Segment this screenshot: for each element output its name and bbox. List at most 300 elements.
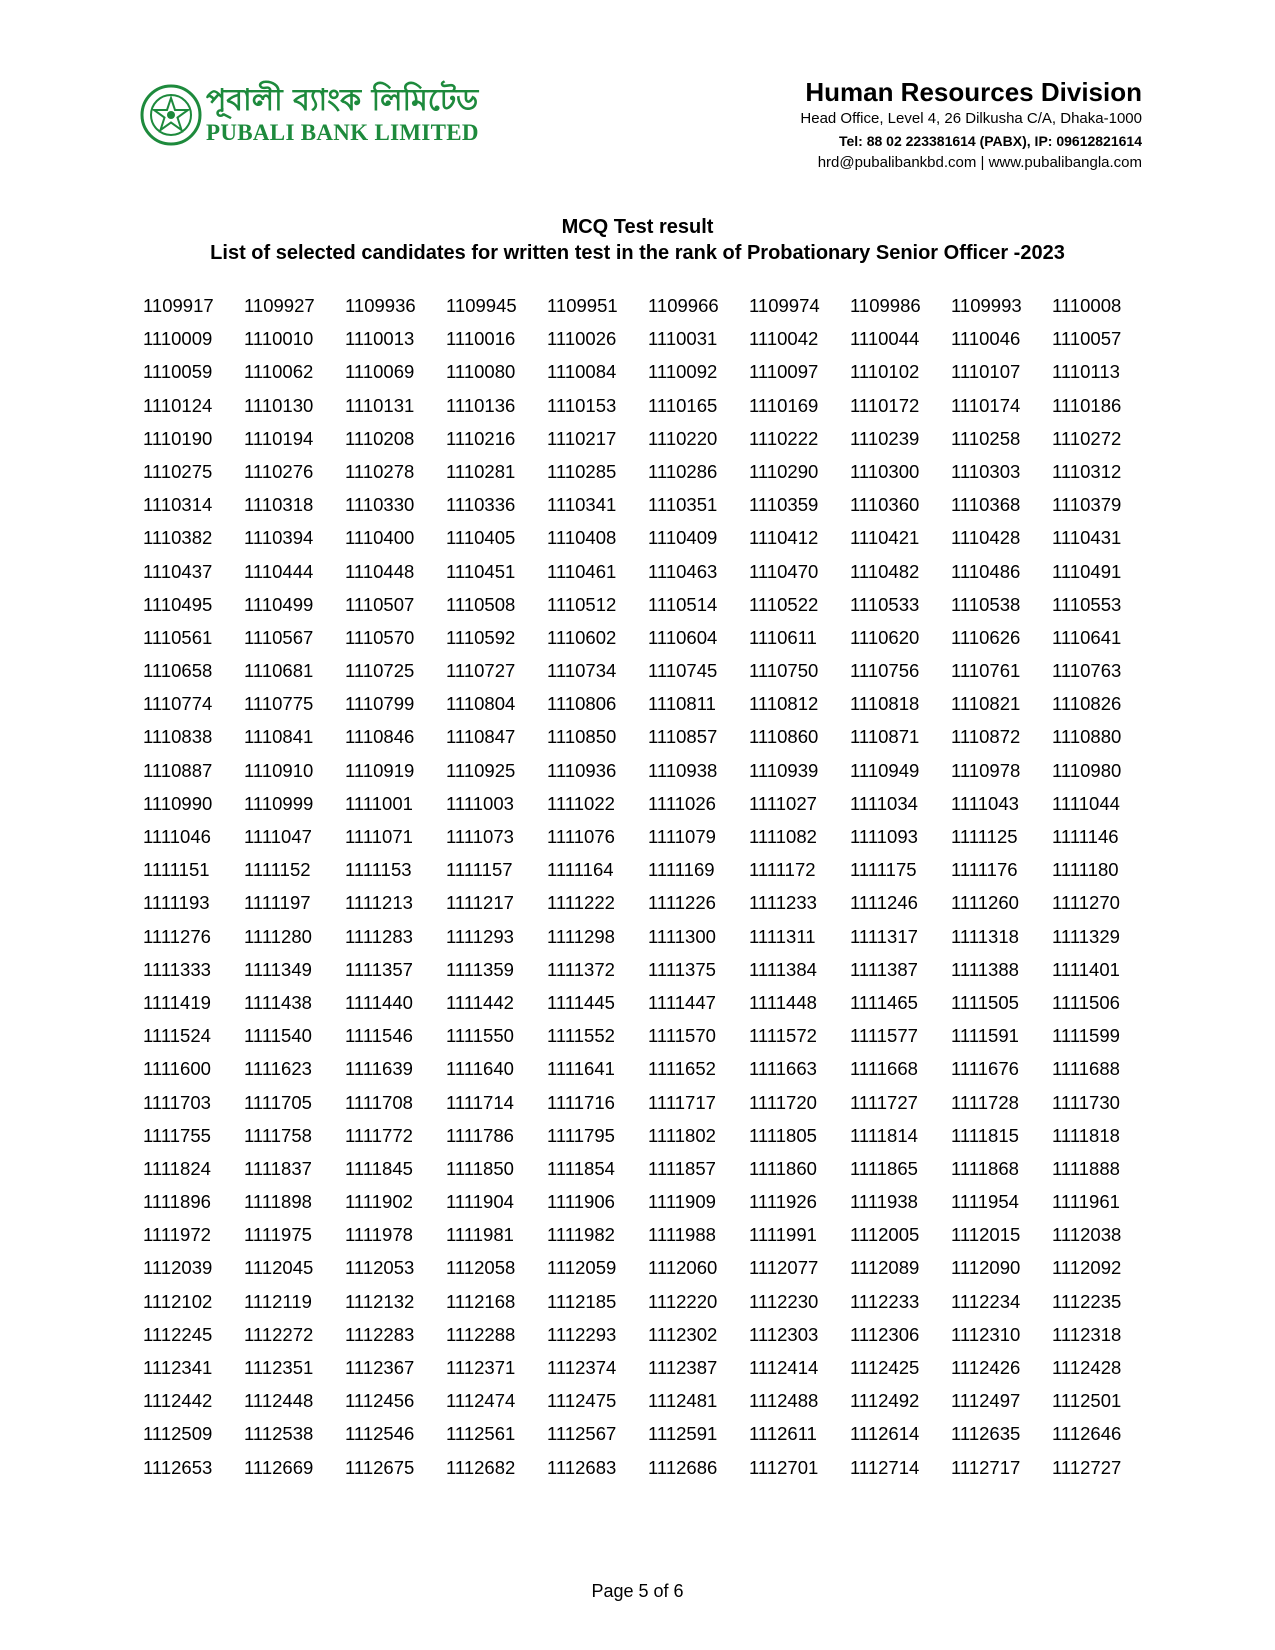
roll-number-cell: 1111577 bbox=[850, 1025, 918, 1047]
roll-number-cell: 1110057 bbox=[1052, 328, 1122, 350]
roll-number-cell: 1110300 bbox=[850, 460, 920, 482]
roll-number-cell: 1111164 bbox=[547, 859, 614, 881]
roll-number-cell: 1112591 bbox=[648, 1423, 718, 1445]
roll-number-cell: 1111857 bbox=[648, 1157, 716, 1179]
roll-number-cell: 1111152 bbox=[244, 859, 311, 881]
roll-number-cell: 1111991 bbox=[749, 1224, 817, 1246]
roll-number-cell: 1110999 bbox=[244, 792, 314, 814]
roll-number-cell: 1110400 bbox=[345, 527, 415, 549]
roll-number-cell: 1111815 bbox=[951, 1124, 1019, 1146]
roll-number-cell: 1110046 bbox=[951, 328, 1021, 350]
roll-number-cell: 1112428 bbox=[1052, 1357, 1122, 1378]
roll-number-cell: 1111318 bbox=[951, 925, 1019, 947]
roll-number-cell: 1110278 bbox=[345, 460, 415, 482]
roll-number-cell: 1111550 bbox=[446, 1025, 514, 1047]
logo-english-name: PUBALI BANK LIMITED bbox=[206, 120, 479, 145]
roll-number-cell: 1110330 bbox=[345, 494, 415, 516]
roll-number-cell: 1111802 bbox=[648, 1124, 716, 1146]
roll-number-cell: 1111176 bbox=[951, 859, 1018, 881]
roll-number-cell: 1110272 bbox=[1052, 427, 1122, 449]
roll-number-cell: 1110681 bbox=[244, 660, 314, 682]
roll-number-cell: 1110470 bbox=[749, 560, 819, 582]
roll-number-cell: 1110491 bbox=[1052, 560, 1122, 582]
roll-number-cell: 1110761 bbox=[951, 660, 1021, 682]
roll-number-cell: 1111445 bbox=[547, 991, 615, 1013]
roll-number-cell: 1111349 bbox=[244, 958, 312, 980]
roll-number-cell: 1110910 bbox=[244, 759, 314, 781]
roll-number-cell: 1109951 bbox=[547, 295, 618, 316]
roll-number-cell: 1110169 bbox=[749, 394, 819, 416]
roll-number-cell: 1111448 bbox=[749, 991, 817, 1013]
roll-number-cell: 1111329 bbox=[1052, 925, 1120, 947]
roll-number-cell: 1111898 bbox=[244, 1191, 312, 1213]
roll-number-cell: 1111359 bbox=[446, 958, 514, 980]
roll-number-cell: 1110336 bbox=[446, 494, 516, 516]
roll-number-cell: 1110092 bbox=[648, 361, 718, 383]
roll-number-cell: 1109927 bbox=[244, 295, 315, 316]
roll-number-cell: 1110026 bbox=[547, 328, 617, 350]
roll-number-cell: 1110880 bbox=[1052, 726, 1122, 748]
roll-number-cell: 1111623 bbox=[244, 1058, 312, 1080]
roll-number-cell: 1112714 bbox=[850, 1456, 920, 1478]
roll-number-cell: 1111641 bbox=[547, 1058, 615, 1080]
roll-number-cell: 1112310 bbox=[951, 1323, 1021, 1345]
roll-number-cell: 1111071 bbox=[345, 826, 413, 847]
roll-number-cell: 1111157 bbox=[446, 859, 513, 881]
roll-number-grid bbox=[143, 296, 1143, 1491]
roll-number-cell: 1110013 bbox=[345, 328, 415, 350]
roll-number-cell: 1111233 bbox=[749, 892, 817, 914]
roll-number-cell: 1112501 bbox=[1052, 1390, 1122, 1412]
roll-number-cell: 1111246 bbox=[850, 892, 918, 914]
roll-number-cell: 1111357 bbox=[345, 958, 413, 980]
roll-number-cell: 1110495 bbox=[143, 593, 213, 615]
roll-number-cell: 1111044 bbox=[1052, 792, 1120, 814]
roll-number-cell: 1111546 bbox=[345, 1025, 413, 1047]
roll-number-cell: 1111668 bbox=[850, 1058, 918, 1080]
roll-number-cell: 1112039 bbox=[143, 1257, 213, 1279]
roll-number-cell: 1111375 bbox=[648, 958, 716, 980]
roll-number-cell: 1110949 bbox=[850, 759, 920, 781]
roll-number-cell: 1112053 bbox=[345, 1257, 415, 1279]
roll-number-cell: 1110838 bbox=[143, 726, 213, 748]
roll-number-cell: 1111961 bbox=[1052, 1191, 1120, 1213]
roll-number-cell: 1110276 bbox=[244, 460, 314, 482]
roll-number-cell: 1111317 bbox=[850, 925, 918, 947]
roll-number-cell: 1110725 bbox=[345, 660, 415, 682]
roll-number-cell: 1110461 bbox=[547, 560, 617, 582]
roll-number-cell: 1112132 bbox=[345, 1290, 415, 1312]
roll-number-cell: 1112497 bbox=[951, 1390, 1021, 1412]
roll-number-cell: 1110368 bbox=[951, 494, 1021, 516]
roll-number-cell: 1110010 bbox=[244, 328, 314, 350]
roll-number-cell: 1110936 bbox=[547, 759, 617, 781]
roll-number-cell: 1112283 bbox=[345, 1323, 415, 1345]
roll-number-cell: 1110818 bbox=[850, 693, 920, 715]
roll-number-cell: 1110303 bbox=[951, 460, 1021, 482]
roll-number-cell: 1110604 bbox=[648, 626, 718, 648]
roll-number-cell: 1111151 bbox=[143, 859, 210, 881]
roll-number-cell: 1112567 bbox=[547, 1423, 617, 1445]
roll-number-cell: 1111293 bbox=[446, 925, 514, 947]
roll-number-cell: 1111027 bbox=[749, 792, 817, 814]
roll-number-cell: 1111440 bbox=[345, 991, 413, 1013]
roll-number-cell: 1110804 bbox=[446, 693, 516, 715]
roll-number-cell: 1110522 bbox=[749, 593, 819, 615]
roll-number-cell: 1110925 bbox=[446, 759, 516, 781]
roll-number-cell: 1110850 bbox=[547, 726, 617, 748]
roll-number-cell: 1111926 bbox=[749, 1191, 817, 1213]
roll-number-cell: 1111837 bbox=[244, 1157, 312, 1179]
roll-number-cell: 1111717 bbox=[648, 1091, 716, 1113]
roll-number-cell: 1111652 bbox=[648, 1058, 716, 1080]
roll-number-cell: 1111716 bbox=[547, 1091, 615, 1113]
roll-number-cell: 1111978 bbox=[345, 1224, 413, 1246]
roll-number-cell: 1111283 bbox=[345, 925, 413, 947]
roll-number-cell: 1110567 bbox=[244, 626, 314, 648]
roll-number-cell: 1111904 bbox=[446, 1191, 514, 1213]
roll-number-cell: 1110405 bbox=[446, 527, 516, 549]
roll-number-cell: 1110774 bbox=[143, 693, 213, 715]
roll-number-cell: 1111600 bbox=[143, 1058, 211, 1080]
roll-number-cell: 1111125 bbox=[951, 826, 1018, 847]
roll-number-cell: 1110727 bbox=[446, 660, 516, 682]
roll-number-cell: 1112119 bbox=[244, 1290, 312, 1312]
roll-number-cell: 1111888 bbox=[1052, 1157, 1120, 1179]
roll-number-cell: 1112456 bbox=[345, 1390, 415, 1412]
roll-number-cell: 1111372 bbox=[547, 958, 615, 980]
roll-number-cell: 1111720 bbox=[749, 1091, 817, 1113]
roll-number-cell: 1111572 bbox=[749, 1025, 817, 1047]
roll-number-cell: 1110080 bbox=[446, 361, 516, 383]
roll-number-cell: 1112293 bbox=[547, 1323, 617, 1345]
roll-number-cell: 1111079 bbox=[648, 826, 716, 847]
roll-number-cell: 1111419 bbox=[143, 991, 211, 1013]
roll-number-cell: 1111814 bbox=[850, 1124, 918, 1146]
roll-number-cell: 1110486 bbox=[951, 560, 1021, 582]
roll-number-cell: 1111311 bbox=[749, 925, 816, 947]
roll-number-cell: 1110408 bbox=[547, 527, 617, 549]
roll-number-cell: 1112727 bbox=[1052, 1456, 1122, 1478]
roll-number-cell: 1112442 bbox=[143, 1390, 213, 1412]
roll-number-cell: 1110658 bbox=[143, 660, 213, 682]
roll-number-cell: 1110394 bbox=[244, 527, 314, 549]
roll-number-cell: 1110220 bbox=[648, 427, 718, 449]
roll-number-cell: 1111896 bbox=[143, 1191, 211, 1213]
roll-number-cell: 1111026 bbox=[648, 792, 716, 814]
roll-number-cell: 1110217 bbox=[547, 427, 617, 449]
roll-number-cell: 1112303 bbox=[749, 1323, 819, 1345]
document-title: MCQ Test result bbox=[561, 216, 714, 238]
roll-number-cell: 1109986 bbox=[850, 295, 921, 316]
roll-number-cell: 1110165 bbox=[648, 394, 718, 416]
roll-number-cell: 1111506 bbox=[1052, 991, 1120, 1013]
roll-number-cell: 1110507 bbox=[345, 593, 415, 615]
roll-number-cell: 1110431 bbox=[1052, 527, 1122, 549]
roll-number-cell: 1110857 bbox=[648, 726, 718, 748]
roll-number-cell: 1112005 bbox=[850, 1224, 920, 1246]
roll-number-cell: 1112245 bbox=[143, 1323, 213, 1345]
roll-number-cell: 1111703 bbox=[143, 1091, 211, 1113]
roll-number-cell: 1111153 bbox=[345, 859, 412, 881]
roll-number-cell: 1111795 bbox=[547, 1124, 615, 1146]
page-number: Page 5 of 6 bbox=[591, 1581, 684, 1601]
roll-number-cell: 1112058 bbox=[446, 1257, 516, 1279]
roll-number-cell: 1110553 bbox=[1052, 593, 1122, 615]
roll-number-cell: 1110409 bbox=[648, 527, 718, 549]
roll-number-cell: 1110428 bbox=[951, 527, 1021, 549]
roll-number-cell: 1110841 bbox=[244, 726, 314, 748]
roll-number-cell: 1112367 bbox=[345, 1357, 415, 1378]
roll-number-cell: 1112168 bbox=[446, 1290, 516, 1312]
roll-number-cell: 1110448 bbox=[345, 560, 415, 582]
roll-number-cell: 1112701 bbox=[749, 1456, 819, 1478]
roll-number-cell: 1110102 bbox=[850, 361, 920, 383]
roll-number-cell: 1110042 bbox=[749, 328, 819, 350]
roll-number-cell: 1110194 bbox=[244, 427, 314, 449]
roll-number-cell: 1110482 bbox=[850, 560, 920, 582]
roll-number-cell: 1110290 bbox=[749, 460, 819, 482]
roll-number-cell: 1111818 bbox=[1052, 1124, 1120, 1146]
roll-number-cell: 1110641 bbox=[1052, 626, 1122, 648]
roll-number-cell: 1112318 bbox=[1052, 1323, 1122, 1345]
roll-number-cell: 1112059 bbox=[547, 1257, 617, 1279]
roll-number-cell: 1112448 bbox=[244, 1390, 314, 1412]
roll-number-cell: 1112089 bbox=[850, 1257, 920, 1279]
roll-number-cell: 1110312 bbox=[1052, 460, 1122, 482]
division-contact-block bbox=[800, 76, 1142, 174]
roll-number-cell: 1112425 bbox=[850, 1357, 920, 1378]
roll-number-cell: 1110062 bbox=[244, 361, 314, 383]
roll-number-cell: 1111047 bbox=[244, 826, 312, 847]
roll-number-cell: 1111276 bbox=[143, 925, 211, 947]
roll-number-cell: 1111217 bbox=[446, 892, 514, 914]
roll-number-cell: 1112233 bbox=[850, 1290, 920, 1312]
roll-number-cell: 1110239 bbox=[850, 427, 920, 449]
roll-number-cell: 1111438 bbox=[244, 991, 312, 1013]
roll-number-cell: 1111034 bbox=[850, 792, 918, 814]
roll-number-cell: 1110626 bbox=[951, 626, 1021, 648]
roll-number-cell: 1112234 bbox=[951, 1290, 1021, 1312]
roll-number-cell: 1110444 bbox=[244, 560, 314, 582]
roll-number-cell: 1111705 bbox=[244, 1091, 312, 1113]
roll-number-cell: 1110059 bbox=[143, 361, 213, 383]
roll-number-cell: 1111180 bbox=[1052, 859, 1119, 881]
roll-number-cell: 1112341 bbox=[143, 1357, 213, 1378]
roll-number-cell: 1112306 bbox=[850, 1323, 920, 1345]
roll-number-cell: 1110412 bbox=[749, 527, 819, 549]
roll-number-cell: 1111082 bbox=[749, 826, 817, 847]
roll-number-cell: 1111175 bbox=[850, 859, 917, 881]
roll-number-cell: 1111805 bbox=[749, 1124, 817, 1146]
roll-number-cell: 1110939 bbox=[749, 759, 819, 781]
roll-number-cell: 1110130 bbox=[244, 394, 314, 416]
roll-number-cell: 1112611 bbox=[749, 1423, 817, 1445]
roll-number-cell: 1110592 bbox=[446, 626, 516, 648]
roll-number-cell: 1110437 bbox=[143, 560, 213, 582]
roll-number-cell: 1110812 bbox=[749, 693, 819, 715]
roll-number-cell: 1111988 bbox=[648, 1224, 716, 1246]
roll-number-cell: 1111260 bbox=[951, 892, 1019, 914]
roll-number-cell: 1111570 bbox=[648, 1025, 716, 1047]
roll-number-cell: 1110775 bbox=[244, 693, 314, 715]
roll-number-cell: 1110919 bbox=[345, 759, 415, 781]
roll-number-cell: 1110341 bbox=[547, 494, 617, 516]
roll-number-cell: 1110216 bbox=[446, 427, 516, 449]
roll-number-cell: 1111902 bbox=[345, 1191, 413, 1213]
roll-number-cell: 1110860 bbox=[749, 726, 819, 748]
roll-number-cell: 1110222 bbox=[749, 427, 819, 449]
roll-number-cell: 1110009 bbox=[143, 328, 213, 350]
roll-number-cell: 1110360 bbox=[850, 494, 920, 516]
roll-number-cell: 1112683 bbox=[547, 1456, 617, 1478]
roll-number-cell: 1112481 bbox=[648, 1390, 718, 1412]
roll-number-cell: 1110379 bbox=[1052, 494, 1122, 516]
roll-number-cell: 1112235 bbox=[1052, 1290, 1122, 1312]
logo-bengali-name: পূবালী ব্যাংক লিমিটেড bbox=[206, 83, 479, 118]
roll-number-cell: 1110208 bbox=[345, 427, 415, 449]
roll-number-cell: 1109945 bbox=[446, 295, 517, 316]
roll-number-cell: 1112371 bbox=[446, 1357, 516, 1378]
roll-number-cell: 1112060 bbox=[648, 1257, 718, 1279]
roll-number-cell: 1110044 bbox=[850, 328, 920, 350]
roll-number-cell: 1112561 bbox=[446, 1423, 516, 1445]
roll-number-cell: 1110008 bbox=[1052, 295, 1122, 316]
roll-number-cell: 1111728 bbox=[951, 1091, 1019, 1113]
roll-number-cell: 1110871 bbox=[850, 726, 920, 748]
roll-number-cell: 1111909 bbox=[648, 1191, 716, 1213]
document-subtitle: List of selected candidates for written test in the rank of Probationary Senior Officer -2023 bbox=[210, 242, 1065, 264]
roll-number-cell: 1110799 bbox=[345, 693, 415, 715]
roll-number-cell: 1110756 bbox=[850, 660, 920, 682]
roll-number-cell: 1111442 bbox=[446, 991, 514, 1013]
roll-number-cell: 1111860 bbox=[749, 1157, 817, 1179]
roll-number-cell: 1110084 bbox=[547, 361, 617, 383]
roll-number-cell: 1110538 bbox=[951, 593, 1021, 615]
roll-number-cell: 1109936 bbox=[345, 295, 416, 316]
roll-number-cell: 1111384 bbox=[749, 958, 817, 980]
roll-number-cell: 1110097 bbox=[749, 361, 819, 383]
roll-number-cell: 1111046 bbox=[143, 826, 211, 847]
roll-number-cell: 1111540 bbox=[244, 1025, 312, 1047]
roll-number-cell: 1110806 bbox=[547, 693, 617, 715]
roll-number-cell: 1110314 bbox=[143, 494, 213, 516]
roll-number-cell: 1111505 bbox=[951, 991, 1019, 1013]
roll-number-cell: 1111981 bbox=[446, 1224, 514, 1246]
roll-number-cell: 1112653 bbox=[143, 1456, 213, 1478]
roll-number-cell: 1112351 bbox=[244, 1357, 314, 1378]
roll-number-cell: 1112220 bbox=[648, 1290, 718, 1312]
roll-number-cell: 1112669 bbox=[244, 1456, 314, 1478]
roll-number-cell: 1109966 bbox=[648, 295, 719, 316]
roll-number-cell: 1112092 bbox=[1052, 1257, 1122, 1279]
roll-number-cell: 1112538 bbox=[244, 1423, 314, 1445]
roll-number-cell: 1111708 bbox=[345, 1091, 413, 1113]
roll-number-cell: 1109917 bbox=[143, 295, 214, 316]
roll-number-cell: 1111714 bbox=[446, 1091, 514, 1113]
roll-number-cell: 1112077 bbox=[749, 1257, 819, 1279]
roll-number-cell: 1111591 bbox=[951, 1025, 1019, 1047]
telephone-line: Tel: 88 02 223381614 (PABX), IP: 09612821614 bbox=[838, 133, 1142, 149]
roll-number-cell: 1112682 bbox=[446, 1456, 516, 1478]
roll-number-cell: 1111388 bbox=[951, 958, 1019, 980]
roll-number-cell: 1111465 bbox=[850, 991, 918, 1013]
roll-number-cell: 1111401 bbox=[1052, 958, 1120, 980]
roll-number-cell: 1110745 bbox=[648, 660, 718, 682]
roll-number-cell: 1111639 bbox=[345, 1058, 413, 1080]
roll-number-cell: 1110131 bbox=[345, 394, 415, 416]
roll-number-cell: 1110561 bbox=[143, 626, 213, 648]
roll-number-cell: 1110512 bbox=[547, 593, 617, 615]
roll-number-cell: 1109974 bbox=[749, 295, 820, 316]
roll-number-cell: 1111824 bbox=[143, 1157, 211, 1179]
roll-number-cell: 1110508 bbox=[446, 593, 516, 615]
email-website-line: hrd@pubalibankbd.com | www.pubalibangla.com bbox=[817, 154, 1142, 171]
roll-number-cell: 1111938 bbox=[850, 1191, 918, 1213]
roll-number-cell: 1111727 bbox=[850, 1091, 918, 1113]
roll-number-cell: 1110421 bbox=[850, 527, 920, 549]
roll-number-cell: 1110811 bbox=[648, 693, 716, 715]
roll-number-cell: 1112102 bbox=[143, 1290, 213, 1312]
roll-number-cell: 1110275 bbox=[143, 460, 213, 482]
roll-number-cell: 1110124 bbox=[143, 394, 213, 416]
roll-number-cell: 1112090 bbox=[951, 1257, 1021, 1279]
roll-number-cell: 1111222 bbox=[547, 892, 615, 914]
roll-number-cell: 1111552 bbox=[547, 1025, 615, 1047]
roll-number-cell: 1112686 bbox=[648, 1456, 718, 1478]
roll-number-cell: 1112288 bbox=[446, 1323, 516, 1345]
roll-number-cell: 1112414 bbox=[749, 1357, 819, 1378]
roll-number-cell: 1110620 bbox=[850, 626, 920, 648]
roll-number-cell: 1111850 bbox=[446, 1157, 514, 1179]
roll-number-cell: 1111975 bbox=[244, 1224, 312, 1246]
roll-number-cell: 1110107 bbox=[951, 361, 1021, 383]
roll-number-cell: 1110451 bbox=[446, 560, 516, 582]
division-title: Human Resources Division bbox=[805, 77, 1142, 107]
roll-number-cell: 1110980 bbox=[1052, 759, 1122, 781]
roll-number-cell: 1111213 bbox=[345, 892, 413, 914]
roll-number-cell: 1111854 bbox=[547, 1157, 615, 1179]
roll-number-cell: 1110031 bbox=[648, 328, 718, 350]
roll-number-cell: 1111387 bbox=[850, 958, 918, 980]
roll-number-cell: 1112646 bbox=[1052, 1423, 1122, 1445]
bank-emblem-icon bbox=[140, 84, 202, 146]
roll-number-cell: 1110190 bbox=[143, 427, 213, 449]
roll-number-cell: 1111524 bbox=[143, 1025, 211, 1047]
roll-number-cell: 1110318 bbox=[244, 494, 314, 516]
roll-number-cell: 1112272 bbox=[244, 1323, 314, 1345]
roll-number-cell: 1111076 bbox=[547, 826, 615, 847]
roll-number-cell: 1110938 bbox=[648, 759, 718, 781]
roll-number-cell: 1111172 bbox=[749, 859, 816, 881]
roll-number-cell: 1110750 bbox=[749, 660, 819, 682]
roll-number-cell: 1110847 bbox=[446, 726, 516, 748]
roll-number-cell: 1110285 bbox=[547, 460, 617, 482]
roll-number-cell: 1110351 bbox=[648, 494, 718, 516]
document-titles bbox=[0, 214, 1275, 266]
roll-number-cell: 1112488 bbox=[749, 1390, 819, 1412]
roll-number-cell: 1111226 bbox=[648, 892, 716, 914]
roll-number-cell: 1110016 bbox=[446, 328, 516, 350]
roll-number-cell: 1109993 bbox=[951, 295, 1022, 316]
roll-number-cell: 1111906 bbox=[547, 1191, 615, 1213]
roll-number-cell: 1111280 bbox=[244, 925, 312, 947]
roll-number-cell: 1110533 bbox=[850, 593, 920, 615]
roll-number-cell: 1112492 bbox=[850, 1390, 920, 1412]
roll-number-cell: 1112475 bbox=[547, 1390, 617, 1412]
roll-number-cell: 1110113 bbox=[1052, 361, 1120, 383]
roll-number-cell: 1110978 bbox=[951, 759, 1021, 781]
